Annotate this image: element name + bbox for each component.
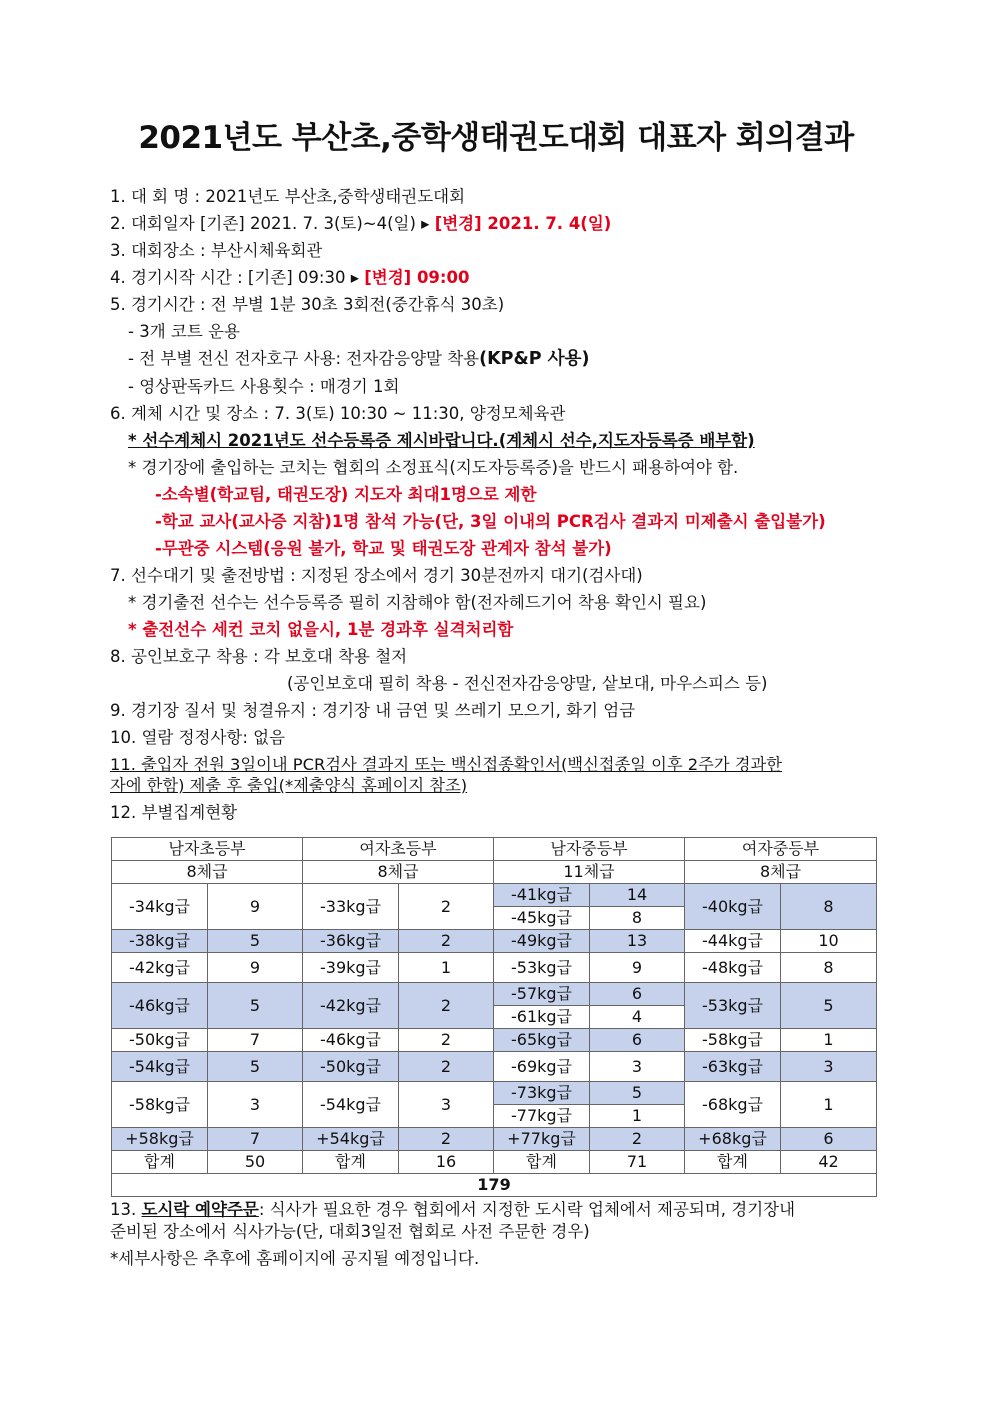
cell-class: +68kg급	[685, 1128, 781, 1151]
header-boys-elem: 남자초등부	[112, 838, 303, 861]
item-6-note-d: -학교 교사(교사증 지참)1명 참석 가능(단, 3일 이내의 PCR검사 결과지 미제출시 출입불가)	[155, 512, 826, 531]
item-6-note-a: * 선수계체시 2021년도 선수등록증 제시바랍니다.(계체시 선수,지도자등록증 배부함)	[128, 431, 755, 450]
cell-class: +58kg급	[112, 1128, 208, 1151]
item-7-note-b: * 출전선수 세컨 코치 없을시, 1분 경과후 실격처리함	[128, 620, 514, 639]
cell-class: -50kg급	[112, 1029, 208, 1052]
total-girls-elem: 16	[399, 1151, 494, 1174]
item-5-ehogu	[128, 348, 589, 370]
item-11-entry-a: 11. 출입자 전원 3일이내 PCR검사 결과지 또는 백신접종확인서(백신접종일 이후 2주가 경과한	[110, 755, 782, 774]
table-row	[112, 953, 877, 983]
old-date: 2. 대회일자 [기존] 2021. 7. 3(토)~4(일) ▸	[110, 214, 435, 233]
item-7-note-a: * 경기출전 선수는 선수등록증 필히 지참해야 함(전자헤드기어 착용 확인시 필요)	[128, 593, 707, 612]
cell-class: -39kg급	[303, 953, 399, 983]
cell-count: 4	[590, 1006, 685, 1029]
item-5-courts: - 3개 코트 운용	[128, 322, 240, 341]
table-row	[112, 1128, 877, 1151]
cell-class: -50kg급	[303, 1052, 399, 1082]
cell-class: -34kg급	[112, 884, 208, 930]
cell-class: -77kg급	[494, 1105, 590, 1128]
table-row	[112, 1052, 877, 1082]
item-9-order: 9. 경기장 질서 및 청결유지 : 경기장 내 금연 및 쓰레기 모으기, 화기 엄금	[110, 701, 636, 720]
cell-count: 9	[208, 884, 303, 930]
cell-count: 14	[590, 884, 685, 907]
cell-count: 2	[399, 983, 494, 1029]
total-girls-mid: 42	[781, 1151, 877, 1174]
total-label: 합계	[112, 1151, 208, 1174]
cell-class: -44kg급	[685, 930, 781, 953]
cell-class: -46kg급	[112, 983, 208, 1029]
cell-class: -53kg급	[494, 953, 590, 983]
total-boys-elem: 50	[208, 1151, 303, 1174]
cell-count: 2	[399, 1052, 494, 1082]
table-total-row	[112, 1151, 877, 1174]
cell-count: 1	[781, 1082, 877, 1128]
cell-class: -58kg급	[112, 1082, 208, 1128]
cell-count: 1	[399, 953, 494, 983]
cell-count: 2	[399, 1029, 494, 1052]
grand-total: 179	[112, 1174, 877, 1197]
item-5-match-time: 5. 경기시간 : 전 부별 1분 30초 3회전(중간휴식 30초)	[110, 295, 505, 314]
item-11-entry-b: 자에 한함) 제출 후 출입(*제출양식 홈페이지 참조)	[110, 776, 468, 795]
cell-count: 1	[590, 1105, 685, 1128]
cell-count: 6	[781, 1128, 877, 1151]
cell-class: -48kg급	[685, 953, 781, 983]
item-8-note: (공인보호대 필히 착용 - 전신전자감응양말, 샅보대, 마우스피스 등)	[287, 674, 768, 693]
cell-class: -42kg급	[303, 983, 399, 1029]
page-title: 2021년도 부산초,중학생태권도대회 대표자 회의결과	[138, 120, 854, 156]
cell-class: -36kg급	[303, 930, 399, 953]
cell-count: 2	[399, 930, 494, 953]
new-time: [변경] 09:00	[364, 268, 470, 287]
old-time: 4. 경기시작 시간 : [기존] 09:30 ▸	[110, 268, 365, 287]
new-date: [변경] 2021. 7. 4(일)	[434, 214, 612, 233]
cell-class: -33kg급	[303, 884, 399, 930]
cell-class: -42kg급	[112, 953, 208, 983]
total-label: 합계	[685, 1151, 781, 1174]
cell-count: 5	[590, 1082, 685, 1105]
cell-count: 5	[781, 983, 877, 1029]
cell-count: 1	[781, 1029, 877, 1052]
cell-count: 3	[208, 1082, 303, 1128]
cell-count: 9	[208, 953, 303, 983]
cell-count: 5	[208, 930, 303, 953]
cell-class: -38kg급	[112, 930, 208, 953]
cell-class: -58kg급	[685, 1029, 781, 1052]
count-boys-elem: 8체급	[112, 861, 303, 884]
item-6-weighin: 6. 계체 시간 및 장소 : 7. 3(토) 10:30 ~ 11:30, 양정모체육관	[110, 404, 566, 423]
cell-count: 3	[399, 1082, 494, 1128]
cell-count: 6	[590, 983, 685, 1006]
cell-class: -61kg급	[494, 1006, 590, 1029]
table-grand-total-row	[112, 1174, 877, 1197]
cell-class: -57kg급	[494, 983, 590, 1006]
item-6-note-b: * 경기장에 출입하는 코치는 협회의 소정표식(지도자등록증)을 반드시 패용하여야 함.	[128, 458, 739, 477]
cell-count: 8	[781, 884, 877, 930]
cell-count: 2	[399, 1128, 494, 1151]
count-boys-mid: 11체급	[494, 861, 685, 884]
cell-count: 7	[208, 1128, 303, 1151]
cell-class: -46kg급	[303, 1029, 399, 1052]
table-row	[112, 983, 877, 1006]
ehogu-text: - 전 부별 전신 전자호구 사용: 전자감응양말 착용	[128, 349, 480, 368]
item-4-start-time	[110, 267, 469, 289]
cell-class: -54kg급	[303, 1082, 399, 1128]
cell-count: 5	[208, 983, 303, 1029]
item-8-protector: 8. 공인보호구 착용 : 각 보호대 착용 철저	[110, 647, 408, 666]
table-row	[112, 930, 877, 953]
header-girls-mid: 여자중등부	[685, 838, 877, 861]
cell-class: -54kg급	[112, 1052, 208, 1082]
table-row	[112, 1029, 877, 1052]
header-girls-elem: 여자초등부	[303, 838, 494, 861]
cell-class: -65kg급	[494, 1029, 590, 1052]
item-13-lunch-b: 준비된 장소에서 식사가능(단, 대회3일전 협회로 사전 주문한 경우)	[110, 1222, 590, 1241]
cell-class: -49kg급	[494, 930, 590, 953]
item-12-summary: 12. 부별집계현황	[110, 803, 238, 822]
cell-count: 2	[399, 884, 494, 930]
item-5-video-card: - 영상판독카드 사용횟수 : 매경기 1회	[128, 377, 400, 396]
cell-class: +54kg급	[303, 1128, 399, 1151]
item-6-note-e: -무관중 시스템(응원 불가, 학교 및 태권도장 관계자 참석 불가)	[155, 539, 612, 558]
count-girls-elem: 8체급	[303, 861, 494, 884]
table-row	[112, 1082, 877, 1105]
item-2-date	[110, 213, 611, 235]
cell-class: -40kg급	[685, 884, 781, 930]
cell-class: -69kg급	[494, 1052, 590, 1082]
cell-class: -63kg급	[685, 1052, 781, 1082]
cell-count: 3	[781, 1052, 877, 1082]
item-3-venue: 3. 대회장소 : 부산시체육회관	[110, 241, 323, 260]
table-count-row	[112, 861, 877, 884]
cell-count: 8	[590, 907, 685, 930]
cell-count: 7	[208, 1029, 303, 1052]
count-girls-mid: 8체급	[685, 861, 877, 884]
item-footer-note: *세부사항은 추후에 홈페이지에 공지될 예정입니다.	[110, 1249, 480, 1268]
cell-class: -53kg급	[685, 983, 781, 1029]
cell-class: -73kg급	[494, 1082, 590, 1105]
item-1-name: 1. 대 회 명 : 2021년도 부산초,중학생태권도대회	[110, 187, 466, 206]
cell-class: -41kg급	[494, 884, 590, 907]
summary-table	[111, 837, 877, 1197]
item-7-waiting: 7. 선수대기 및 출전방법 : 지정된 장소에서 경기 30분전까지 대기(검사대)	[110, 566, 643, 585]
cell-class: -68kg급	[685, 1082, 781, 1128]
lunch-order-text: : 식사가 필요한 경우 협회에서 지정한 도시락 업체에서 제공되며, 경기장내	[258, 1200, 796, 1219]
lunch-order-label: 도시락 예약주문	[141, 1200, 259, 1219]
cell-count: 5	[208, 1052, 303, 1082]
total-label: 합계	[494, 1151, 590, 1174]
header-boys-mid: 남자중등부	[494, 838, 685, 861]
cell-class: -45kg급	[494, 907, 590, 930]
item-13-lunch-a	[110, 1199, 795, 1221]
cell-count: 6	[590, 1029, 685, 1052]
cell-count: 2	[590, 1128, 685, 1151]
cell-count: 9	[590, 953, 685, 983]
total-label: 합계	[303, 1151, 399, 1174]
item-10-corrections: 10. 열람 정정사항: 없음	[110, 728, 286, 747]
item-6-note-c: -소속별(학교팀, 태권도장) 지도자 최대1명으로 제한	[155, 485, 537, 504]
kpp-note: (KP&P 사용)	[479, 349, 590, 369]
table-header-row	[112, 838, 877, 861]
cell-count: 10	[781, 930, 877, 953]
cell-count: 8	[781, 953, 877, 983]
table-row	[112, 884, 877, 907]
cell-count: 3	[590, 1052, 685, 1082]
cell-class: +77kg급	[494, 1128, 590, 1151]
total-boys-mid: 71	[590, 1151, 685, 1174]
item-13-number: 13.	[110, 1200, 142, 1219]
cell-count: 13	[590, 930, 685, 953]
